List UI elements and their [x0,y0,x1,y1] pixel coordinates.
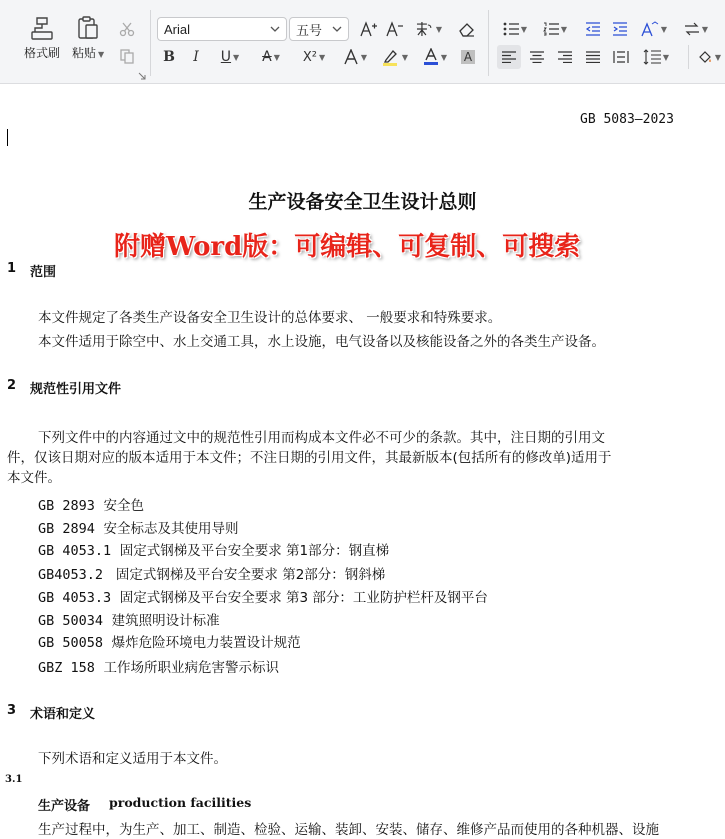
section-3-heading: 术语和定义 [30,707,96,722]
shrink-font-icon [386,21,404,37]
copy-button[interactable] [117,46,137,66]
term-en: production facilities [109,795,252,810]
strikethrough-dropdown-icon[interactable]: ▼ [273,52,280,62]
paint-bucket-icon [697,49,713,65]
reference-title: 爆炸危险环境电力装置设计规范 [111,635,301,651]
align-left-icon [502,51,516,63]
phonetic-guide-icon [414,21,434,37]
font-color-dropdown-icon[interactable]: ▼ [440,52,448,62]
numbering-button[interactable] [540,18,570,40]
grow-font-button[interactable] [358,18,380,40]
term-zh: 生产设备 [38,799,91,814]
text-cursor [7,129,8,146]
underline-button[interactable] [213,47,247,67]
section-3-number: 3 [7,703,17,718]
document-title: 生产设备安全卫生设计总则 [248,191,477,213]
document-page[interactable] [0,84,725,839]
text-direction-button[interactable] [681,18,711,40]
format-painter-button[interactable] [24,16,60,61]
paste-button[interactable] [72,16,104,61]
reference-title: 固定式钢梯及平台安全要求 第1部分：钢直梯 [119,543,390,559]
change-case-button[interactable] [639,18,669,40]
reference-code: GB4053.2 [38,567,104,583]
reference-code: GBZ 158 [38,660,95,676]
section-2-intro-line-1: 下列文件中的内容通过文中的规范性引用而构成本文件必不可少的条款。其中，注日期的引用文 [38,430,605,446]
reference-item [38,517,239,537]
text-direction-dropdown-icon[interactable]: ▼ [701,24,709,34]
grow-font-icon [360,21,378,37]
chevron-down-icon [332,24,342,34]
shrink-font-button[interactable] [384,18,406,40]
text-effects-button[interactable] [338,47,372,67]
align-center-icon [530,51,544,63]
underline-icon: U [220,49,232,65]
bullets-button[interactable] [500,18,530,40]
superscript-dropdown-icon[interactable]: ▼ [318,52,326,62]
eraser-icon [458,21,476,37]
bullet-list-icon [503,22,519,36]
font-name-value: Arial [164,21,191,37]
line-spacing-button[interactable] [640,45,672,69]
reference-item [38,609,220,629]
decrease-indent-icon [585,22,601,36]
justify-icon [586,51,600,63]
phonetic-guide-button[interactable] [414,18,442,40]
text-direction-icon [684,22,700,36]
paste-icon [77,16,99,40]
distributed-button[interactable] [610,45,632,69]
reference-title: 安全色 [103,498,144,514]
reference-title: 安全标志及其使用导则 [103,521,239,537]
reference-item [38,539,389,559]
bold-icon: B [163,49,175,65]
shading-dropdown-icon[interactable]: ▼ [714,52,722,62]
paste-dropdown-icon[interactable]: ▼ [98,50,105,59]
superscript-icon: X² [302,49,317,65]
reference-code: GB 50058 [38,635,104,651]
numbered-list-icon [543,22,559,36]
ribbon-divider [488,10,489,76]
change-case-icon [641,21,659,37]
reference-title: 工作场所职业病危害警示标识 [103,660,279,676]
text-effects-dropdown-icon[interactable]: ▼ [360,52,368,62]
align-right-icon [558,51,572,63]
reference-code: GB 4053.1 [38,543,112,559]
font-color-icon [423,48,439,66]
superscript-button[interactable] [297,47,331,67]
section-1-heading: 范围 [30,265,57,280]
strikethrough-button[interactable] [254,47,288,67]
strikethrough-icon: A [262,49,272,65]
font-size-combo[interactable] [289,17,349,41]
copy-icon [119,48,135,64]
ribbon-toolbar [0,0,725,84]
shading-button[interactable] [694,45,724,69]
reference-item [38,631,301,651]
clear-formatting-button[interactable] [456,18,478,40]
line-spacing-icon [643,49,661,65]
reference-code: GB 50034 [38,613,104,629]
align-left-button[interactable] [497,45,521,69]
watermark-banner: 附赠Word版：可编辑、可复制、可搜索 [114,232,581,262]
section-1-para-1: 本文件规定了各类生产设备安全卫生设计的总体要求、 一般要求和特殊要求。 [38,310,502,326]
italic-button[interactable] [186,47,206,67]
italic-icon: I [193,49,199,65]
text-effects-icon [343,49,359,65]
chevron-down-icon [270,24,280,34]
section-2-heading: 规范性引用文件 [30,382,122,397]
highlight-dropdown-icon[interactable]: ▼ [401,52,409,62]
underline-dropdown-icon[interactable]: ▼ [233,52,240,62]
character-shading-icon: A [461,50,475,64]
term-number: 3.1 [5,774,23,785]
highlight-button[interactable] [378,47,412,67]
ribbon-divider [150,10,151,76]
reference-title: 建筑照明设计标准 [111,613,220,629]
reference-code: GB 2893 [38,498,95,514]
term-definition: 生产过程中，为生产、加工、制造、检验、运输、装卸、安装、储存、维修产品而使用的各种机器、设施 [38,822,659,838]
ribbon-divider [688,45,689,69]
decrease-indent-button[interactable] [582,18,604,40]
font-name-combo[interactable] [157,17,287,41]
section-2-number: 2 [7,378,17,393]
line-spacing-dropdown-icon[interactable]: ▼ [662,52,670,62]
section-2-intro-line-2: 件，仅该日期对应的版本适用于本文件；不注日期的引用文件，其最新版本(包括所有的修改单)适用于 [7,450,612,466]
reference-title: 固定式钢梯及平台安全要求 第3 部分：工业防护栏杆及钢平台 [119,590,488,606]
justify-button[interactable] [582,45,604,69]
increase-indent-icon [612,22,628,36]
change-case-dropdown-icon[interactable]: ▼ [660,24,668,34]
bold-button[interactable] [159,47,179,67]
reference-title: 固定式钢梯及平台安全要求 第2部分：钢斜梯 [115,567,386,583]
numbering-dropdown-icon[interactable]: ▼ [560,24,568,34]
section-1-para-2: 本文件适用于除空中、水上交通工具，水上设施，电气设备以及核能设备之外的各类生产设备。 [38,334,605,350]
scissors-icon [119,21,135,37]
reference-item [38,656,279,676]
section-1-number: 1 [7,261,17,276]
reference-code: GB 4053.3 [38,590,112,606]
section-2-intro-line-3: 本文件。 [7,470,61,486]
section-3-intro: 下列术语和定义适用于本文件。 [38,751,227,767]
character-shading-button[interactable] [458,47,478,67]
format-painter-label: 格式刷 [24,46,61,60]
highlighter-icon [382,48,400,66]
bullets-dropdown-icon[interactable]: ▼ [520,24,528,34]
font-size-value: 五号 [296,22,323,38]
align-right-button[interactable] [554,45,576,69]
paste-label: 粘贴 [72,46,97,60]
reference-item [38,586,488,606]
cut-button[interactable] [117,19,137,39]
reference-item [38,494,144,514]
standard-number: GB 5083—2023 [580,112,674,127]
reference-code: GB 2894 [38,521,95,537]
increase-indent-button[interactable] [609,18,631,40]
font-color-button[interactable] [418,47,452,67]
phonetic-dropdown-icon[interactable]: ▼ [435,24,442,34]
reference-item [38,563,385,583]
distributed-icon [613,50,629,64]
align-center-button[interactable] [526,45,548,69]
clipboard-launcher-icon[interactable] [138,72,146,80]
format-painter-icon [31,16,53,40]
